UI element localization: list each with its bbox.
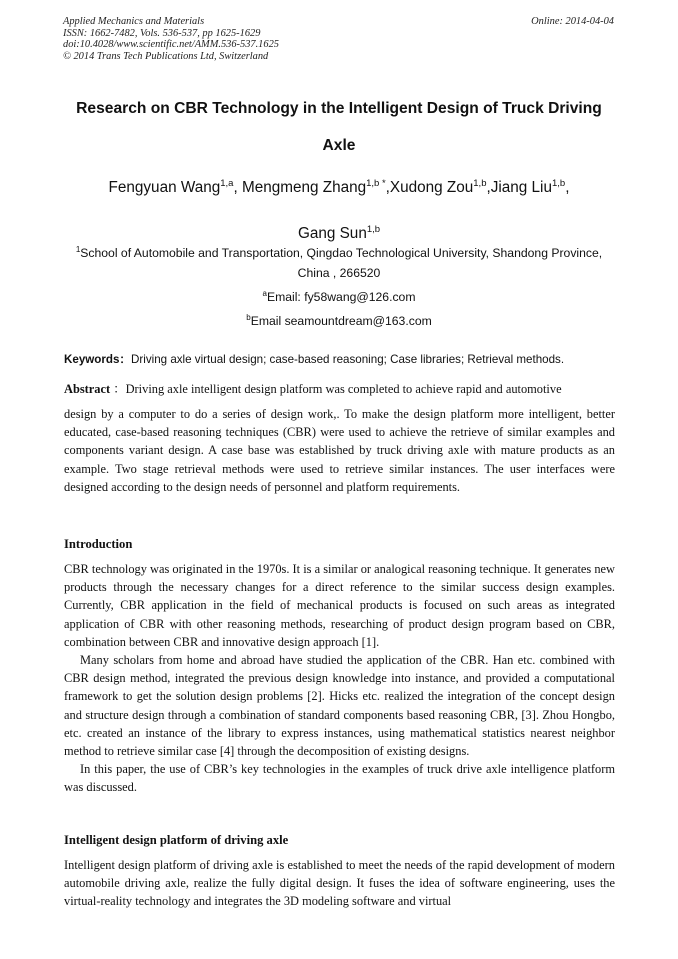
author-affil-sup: 1,b — [366, 223, 381, 235]
affiliation-text: School of Automobile and Transportation, Qingdao Technological University, Shandong Province, — [80, 246, 603, 260]
author-name: Gang Sun — [297, 225, 367, 242]
email-b — [60, 313, 618, 329]
paragraph: Intelligent design platform of driving axle is established to meet the needs of the rapid development of modern automobile driving axle, realize the fully digital design. It fuses the idea of software engineering, uses the virtual-reality technology and integrates the 3D modeling software and virtual — [64, 858, 615, 909]
journal-header — [63, 16, 279, 62]
platform-body — [64, 856, 615, 911]
abstract-body: design by a computer to do a series of design work,. To make the design platform more intelligent, better educated, case-based reasoning techniques (CBR) were used to achieve the retrieve of similar examples and components variant design. A case base was established by truck driving axle with mature products as an example. Two stage retrieval methods were used to retrieve similar instances. The user interfaces were designed according to the design needs of personnel and platform requirements. — [64, 407, 615, 494]
section-heading-introduction: Introduction — [64, 537, 133, 551]
affiliation-sup: 1 — [75, 244, 81, 254]
section-heading-platform: Intelligent design platform of driving axle — [64, 833, 289, 847]
author-name: ,Jiang Liu — [486, 179, 552, 196]
paragraph: CBR technology was originated in the 1970s. It is a similar or analogical reasoning technique. It generates new products through the necessary changes for a direct reference to the similar success design examples. Currently, CBR application in the field of mechanical products is focused on such areas as integrated application of CBR with other reasoning methods, researching of product design program based on CBR, combination between CBR and innovative design approach [1]. — [64, 562, 615, 649]
email-sup: b — [246, 312, 251, 322]
email-text: Email: fy58wang@126.com — [266, 290, 416, 304]
author-separator: , — [565, 179, 570, 196]
journal-name: Applied Mechanics and Materials — [63, 16, 205, 27]
paper-title — [60, 90, 618, 164]
introduction-body — [64, 560, 615, 797]
abstract-label: Abstract — [64, 382, 111, 396]
author-affil-sup: 1,b — [473, 177, 487, 189]
email-a — [60, 289, 618, 305]
abstract-first-text: ：Driving axle intelligent design platform was completed to achieve rapid and automotive — [113, 382, 562, 396]
author-affil-sup: 1,a — [220, 177, 234, 189]
keywords-text: Driving axle virtual design; case-based reasoning; Case libraries; Retrieval methods. — [131, 353, 565, 366]
issn-line: ISSN: 1662-7482, Vols. 536-537, pp 1625-1629 — [63, 27, 261, 39]
affiliation — [60, 244, 618, 283]
doi-line: doi:10.4028/www.scientific.net/AMM.536-537.1625 — [63, 39, 279, 51]
copyright-line: © 2014 Trans Tech Publications Ltd, Switzerland — [63, 50, 269, 62]
keywords-label: Keywords： — [64, 353, 132, 366]
title-line-2: Axle — [322, 137, 356, 154]
author-line-1 — [60, 165, 618, 211]
author-name: , Mengmeng Zhang — [233, 179, 367, 196]
author-affil-sup: 1,b * — [366, 177, 386, 189]
keywords — [64, 352, 616, 368]
paragraph: Many scholars from home and abroad have studied the application of the CBR. Han etc. combined with CBR design method, integrated the previous design knowledge into instance, and provided a computational framework to get the solution design problems [2]. Hicks etc. realized the integration of the concept design and structure design through a combination of standard components based reasoning CBR, [3]. Zhou Hongbo, etc. created an instance of the library to express instances, using mathematical statistics nearest neighbor method to retrieve similar case [4] through the decomposition of existing designs. — [64, 653, 615, 759]
email-sup: a — [262, 288, 267, 298]
author-affil-sup: 1,b — [551, 177, 566, 189]
online-date: Online: 2014-04-04 — [531, 16, 614, 27]
paragraph: In this paper, the use of CBR’s key technologies in the examples of truck drive axle intelligence platform was discussed. — [64, 762, 615, 795]
affiliation-line-2: China , 266520 — [297, 265, 381, 280]
abstract-first-line — [64, 380, 615, 398]
email-text: Email seamountdream@163.com — [250, 314, 432, 328]
affiliation-line-1 — [60, 244, 618, 264]
author-name: Fengyuan Wang — [108, 179, 221, 196]
author-name: ,Xudong Zou — [385, 179, 474, 196]
title-line-1: Research on CBR Technology in the Intelligent Design of Truck Driving — [76, 100, 602, 117]
